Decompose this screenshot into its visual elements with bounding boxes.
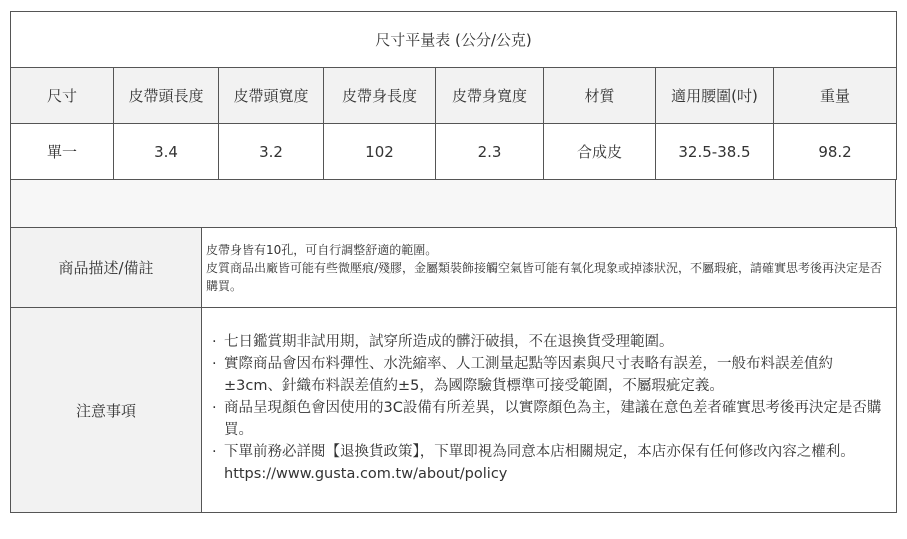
product-notes-label: 商品描述/備註: [11, 228, 202, 308]
header-cell-size: 尺寸: [11, 68, 114, 124]
list-item: · 實際商品會因布料彈性、水洗縮率、人工測量起點等因素與尺寸表略有誤差，一般布料誤差值約±3cm、針織布料誤差值約±5，為國際驗貨標準可接受範圍，不屬瑕疵定義。: [208, 353, 890, 397]
size-table-header-row: [11, 68, 897, 124]
header-cell-material: 材質: [544, 68, 656, 124]
cell-material: 合成皮: [544, 124, 656, 180]
product-note-line: 皮質商品出廠皆可能有些微壓痕/殘膠，金屬類裝飾接觸空氣皆可能有氧化現象或掉漆狀況，不屬瑕疵，請確實思考後再決定是否購買。: [206, 260, 883, 293]
section-divider: [10, 180, 896, 228]
list-item: · 七日鑑賞期非試用期，試穿所造成的髒汙破損，不在退換貨受理範圍。: [208, 331, 890, 353]
header-cell-weight: 重量: [774, 68, 897, 124]
cell-waist: 32.5-38.5: [656, 124, 774, 180]
header-cell-buckle-width: 皮帶頭寬度: [219, 68, 324, 124]
cell-weight: 98.2: [774, 124, 897, 180]
header-cell-strap-width: 皮帶身寬度: [436, 68, 544, 124]
cell-buckle-width: 3.2: [219, 124, 324, 180]
care-notes-label: 注意事項: [11, 308, 202, 513]
size-table: [10, 11, 897, 180]
cell-buckle-length: 3.4: [114, 124, 219, 180]
product-note-line: 皮帶身皆有10孔，可自行調整舒適的範圍。: [206, 242, 438, 257]
product-notes-content: [202, 228, 897, 308]
header-cell-strap-length: 皮帶身長度: [324, 68, 436, 124]
cell-size: 單一: [11, 124, 114, 180]
header-cell-waist: 適用腰圍(吋): [656, 68, 774, 124]
care-notes-list: [208, 331, 890, 485]
list-item: · 下單前務必詳閱【退換貨政策】，下單即視為同意本店相關規定，本店亦保有任何修改內容之權利。https://www.gusta.com.tw/about/policy: [208, 441, 890, 485]
size-table-title: 尺寸平量表 (公分/公克): [11, 12, 897, 68]
cell-strap-length: 102: [324, 124, 436, 180]
care-notes-content: [202, 308, 897, 513]
header-cell-buckle-length: 皮帶頭長度: [114, 68, 219, 124]
notes-table: [10, 227, 897, 513]
cell-strap-width: 2.3: [436, 124, 544, 180]
table-row: [11, 124, 897, 180]
list-item: · 商品呈現顏色會因使用的3C設備有所差異，以實際顏色為主，建議在意色差者確實思考後再決定是否購買。: [208, 397, 890, 441]
